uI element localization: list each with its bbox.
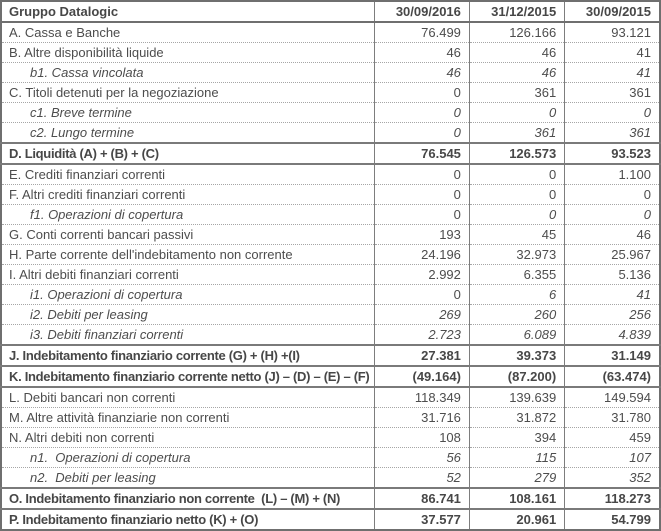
row-label: G. Conti correnti bancari passivi: [1, 225, 374, 245]
row-label: A. Cassa e Banche: [9, 25, 121, 40]
table-row: [1, 245, 660, 265]
value-cell: 39.373: [469, 345, 564, 366]
value-cell: 108: [374, 428, 469, 448]
value-cell: 361: [565, 83, 660, 103]
value-cell: 56: [374, 448, 469, 468]
table-row: [1, 345, 660, 366]
row-label: O. Indebitamento finanziario non corrente (L) – (M) + (N): [1, 488, 374, 509]
value-cell: 24.196: [374, 245, 469, 265]
table-row: [1, 325, 660, 346]
value-cell: 107: [565, 448, 660, 468]
value-cell: 193: [374, 225, 469, 245]
value-cell: 361: [469, 83, 564, 103]
value-cell: 2.723: [374, 325, 469, 346]
value-cell: 269: [374, 305, 469, 325]
table-row: [1, 143, 660, 164]
value-cell: 20.961: [469, 509, 564, 530]
value-cell: 139.639: [469, 387, 564, 408]
row-label: N. Altri debiti non correnti: [1, 428, 374, 448]
row-label: I. Altri debiti finanziari correnti: [1, 265, 374, 285]
value-cell: 46: [374, 43, 469, 63]
value-cell: 46: [374, 63, 469, 83]
value-cell: 115: [469, 448, 564, 468]
value-cell: 6.355: [469, 265, 564, 285]
table-row: [1, 205, 660, 225]
table-row: [1, 468, 660, 489]
value-cell: 0: [469, 103, 564, 123]
column-header-date-2: 31/12/2015: [469, 1, 564, 22]
row-label: n2. Debiti per leasing: [1, 468, 374, 489]
column-header-date-3: 30/09/2015: [565, 1, 660, 22]
value-cell: 5.136: [565, 265, 660, 285]
value-cell: 0: [565, 103, 660, 123]
row-label: H. Parte corrente dell'indebitamento non corrente: [1, 245, 374, 265]
value-cell: 25.967: [565, 245, 660, 265]
value-cell: 126.166: [469, 22, 564, 43]
value-cell: 41: [565, 43, 660, 63]
value-cell: 52: [374, 468, 469, 489]
value-cell: 27.381: [374, 345, 469, 366]
value-cell: 31.872: [469, 408, 564, 428]
row-label: L. Debiti bancari non correnti: [1, 387, 374, 408]
table-row: [1, 428, 660, 448]
table-row: [1, 185, 660, 205]
value-cell: 31.780: [565, 408, 660, 428]
value-cell: 0: [374, 103, 469, 123]
value-cell: 93.523: [565, 143, 660, 164]
row-label: n1. Operazioni di copertura: [1, 448, 374, 468]
value-cell: 6.089: [469, 325, 564, 346]
value-cell: 46: [469, 63, 564, 83]
value-cell: 4.839: [565, 325, 660, 346]
value-cell: 149.594: [565, 387, 660, 408]
value-cell: 0: [469, 185, 564, 205]
value-cell: 0: [374, 123, 469, 144]
value-cell: 31.149: [565, 345, 660, 366]
row-label: f1. Operazioni di copertura: [1, 205, 374, 225]
table-row: [1, 305, 660, 325]
value-cell: 86.741: [374, 488, 469, 509]
value-cell: 41: [565, 63, 660, 83]
row-label: c1. Breve termine: [1, 103, 374, 123]
table-row: [1, 366, 660, 387]
table-row: [1, 285, 660, 305]
value-cell: 31.716: [374, 408, 469, 428]
table-row: [1, 22, 660, 43]
value-cell: (63.474): [565, 366, 660, 387]
row-label: K. Indebitamento finanziario corrente netto (J) – (D) – (E) – (F): [1, 366, 374, 387]
value-cell: (49.164): [374, 366, 469, 387]
value-cell: 32.973: [469, 245, 564, 265]
table-row: [1, 488, 660, 509]
row-label: c2. Lungo termine: [1, 123, 374, 144]
value-cell: 0: [374, 285, 469, 305]
value-cell: 394: [469, 428, 564, 448]
value-cell: 352: [565, 468, 660, 489]
value-cell: 93.121: [565, 22, 660, 43]
value-cell: 459: [565, 428, 660, 448]
value-cell: 0: [565, 205, 660, 225]
table-row: [1, 164, 660, 185]
value-cell: 6: [469, 285, 564, 305]
table-title: Gruppo Datalogic: [1, 1, 374, 22]
table-row: [1, 83, 660, 103]
table-row: [1, 408, 660, 428]
table-body: [1, 22, 660, 530]
row-label: P. Indebitamento finanziario netto (K) + (O): [1, 509, 374, 530]
table-row: [1, 387, 660, 408]
value-cell: 126.573: [469, 143, 564, 164]
value-cell: 45: [469, 225, 564, 245]
table-row: [1, 265, 660, 285]
value-cell: 0: [374, 83, 469, 103]
value-cell: 76.545: [374, 143, 469, 164]
value-cell: 0: [374, 185, 469, 205]
header-row: [1, 1, 660, 22]
value-cell: 0: [469, 164, 564, 185]
value-cell: 118.349: [374, 387, 469, 408]
value-cell: 0: [565, 185, 660, 205]
table-row: [1, 103, 660, 123]
row-label: i1. Operazioni di copertura: [1, 285, 374, 305]
value-cell: 361: [469, 123, 564, 144]
value-cell: 260: [469, 305, 564, 325]
row-label: M. Altre attività finanziarie non correnti: [1, 408, 374, 428]
value-cell: 2.992: [374, 265, 469, 285]
row-label: i3. Debiti finanziari correnti: [1, 325, 374, 346]
value-cell: 361: [565, 123, 660, 144]
value-cell: 46: [565, 225, 660, 245]
row-label: J. Indebitamento finanziario corrente (G) + (H) +(I): [1, 345, 374, 366]
value-cell: 118.273: [565, 488, 660, 509]
table-row: [1, 225, 660, 245]
value-cell: 256: [565, 305, 660, 325]
value-cell: 46: [469, 43, 564, 63]
value-cell: 54.799: [565, 509, 660, 530]
row-label: D. Liquidità (A) + (B) + (C): [1, 143, 374, 164]
value-cell: 1.100: [565, 164, 660, 185]
value-cell: 279: [469, 468, 564, 489]
value-cell: (87.200): [469, 366, 564, 387]
table-row: [1, 43, 660, 63]
value-cell: 108.161: [469, 488, 564, 509]
row-label: B. Altre disponibilità liquide: [1, 43, 374, 63]
row-label: E. Crediti finanziari correnti: [1, 164, 374, 185]
row-label: C. Titoli detenuti per la negoziazione: [1, 83, 374, 103]
value-cell: 0: [374, 164, 469, 185]
table-row: [1, 509, 660, 530]
table-row: [1, 63, 660, 83]
table-row: [1, 123, 660, 144]
value-cell: 0: [374, 205, 469, 225]
column-header-date-1: 30/09/2016: [374, 1, 469, 22]
value-cell: 76.499: [374, 22, 469, 43]
value-cell: 41: [565, 285, 660, 305]
row-label: F. Altri crediti finanziari correnti: [1, 185, 374, 205]
value-cell: 0: [469, 205, 564, 225]
value-cell: 37.577: [374, 509, 469, 530]
table-row: [1, 448, 660, 468]
row-label: b1. Cassa vincolata: [1, 63, 374, 83]
row-label: i2. Debiti per leasing: [1, 305, 374, 325]
